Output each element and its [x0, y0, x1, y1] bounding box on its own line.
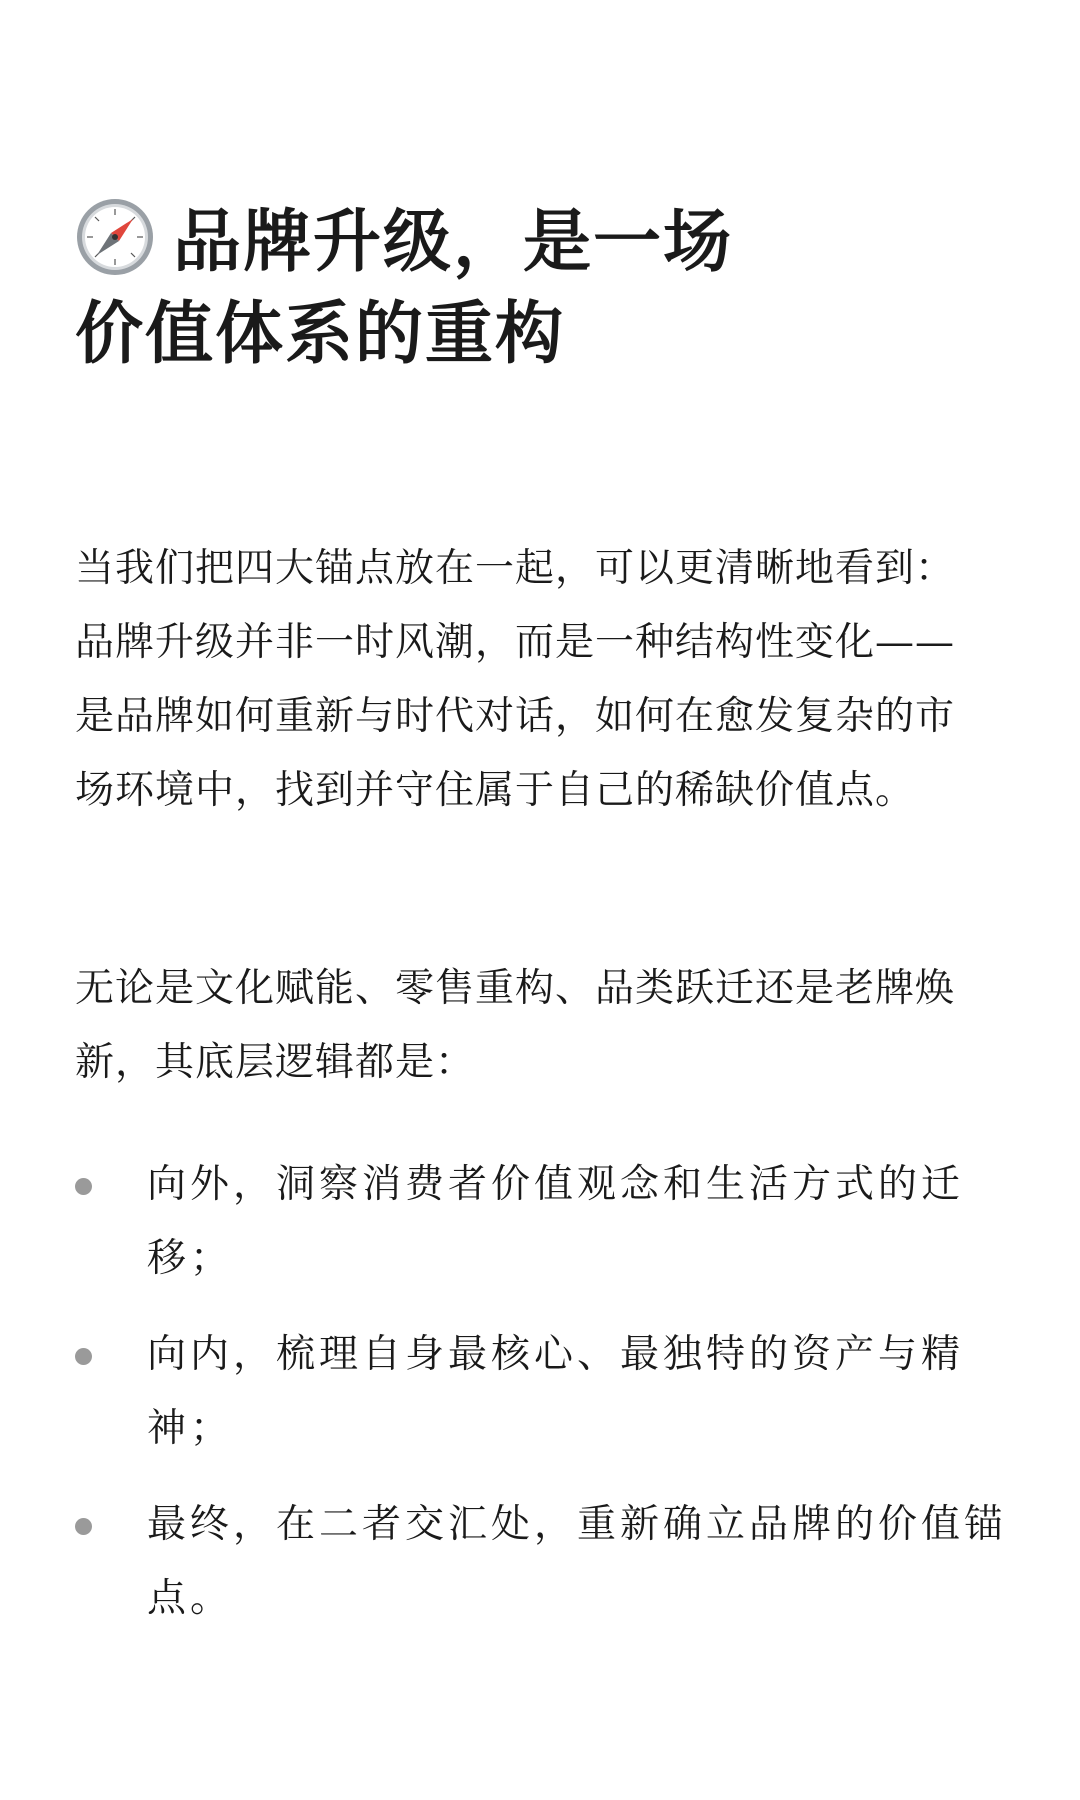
bullet-text: 最终，在二者交汇处，重新确立品牌的价值锚: [147, 1502, 1008, 1547]
bullet-text: 向外，洞察消费者价值观念和生活方式的迁: [147, 1162, 965, 1207]
bullet-text: 点。: [147, 1576, 234, 1621]
page-title: [75, 196, 975, 380]
paragraph-line: 是品牌如何重新与时代对话，如何在愈发复杂的市: [75, 694, 956, 739]
bullet-list: [75, 1148, 1015, 1658]
paragraph-line: 新，其底层逻辑都是：: [75, 1040, 476, 1085]
list-item: [75, 1488, 1015, 1636]
bullet-dot: [75, 1178, 92, 1195]
title-line-2: 价值体系的重构: [75, 294, 566, 374]
compass-icon: [75, 197, 155, 277]
paragraph-intro: [75, 532, 1015, 828]
paragraph-line: 无论是文化赋能、零售重构、品类跃迁还是老牌焕: [75, 966, 956, 1011]
title-line-1: [75, 196, 975, 288]
paragraph-line: 品牌升级并非一时风潮，而是一种结构性变化——: [75, 620, 956, 665]
bullet-dot: [75, 1348, 92, 1365]
title-text-1: 品牌升级，是一场: [173, 202, 734, 282]
bullet-text: 移；: [147, 1236, 234, 1281]
paragraph-line: 当我们把四大锚点放在一起，可以更清晰地看到：: [75, 546, 956, 591]
bullet-dot: [75, 1518, 92, 1535]
list-item: [75, 1148, 1015, 1296]
paragraph-logic: [75, 952, 1015, 1100]
bullet-text: 神；: [147, 1406, 234, 1451]
list-item: [75, 1318, 1015, 1466]
paragraph-line: 场环境中，找到并守住属于自己的稀缺价值点。: [75, 768, 916, 813]
bullet-text: 向内，梳理自身最核心、最独特的资产与精: [147, 1332, 965, 1377]
